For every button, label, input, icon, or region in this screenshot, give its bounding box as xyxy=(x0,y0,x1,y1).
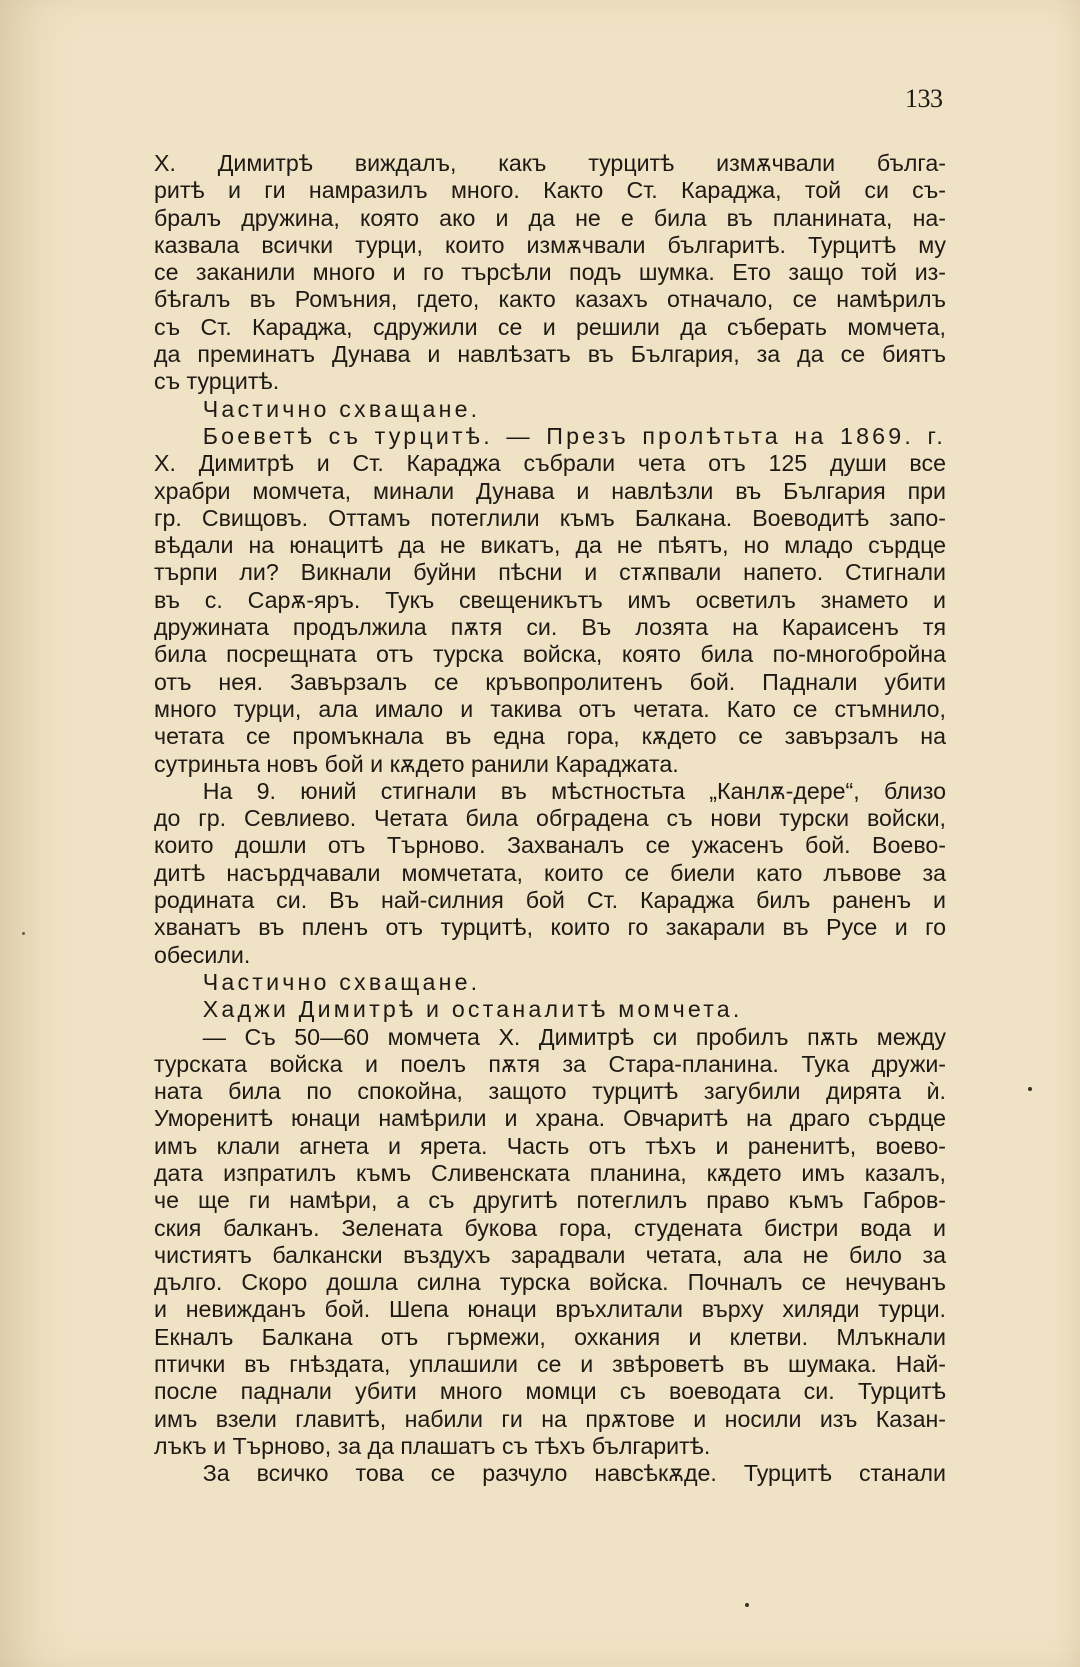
text-line: На 9. юний стигнали въ мѣстностьта „Канлѫ-дере“, близо xyxy=(202,777,946,804)
body-text xyxy=(154,150,946,1488)
text-line: имъ взели главитѣ, набили ги на прѫтове и носили изъ Казан- xyxy=(154,1405,946,1432)
text-line: вѣдали на юнацитѣ да не викатъ, да не пѣятъ, но младо сърдце xyxy=(154,532,946,559)
paper-speck xyxy=(1028,1087,1032,1091)
text-line: лъкъ и Търново, за да плашатъ съ тѣхъ българитѣ. xyxy=(154,1432,711,1459)
text-line: до гр. Севлиево. Четата била обградена съ нови турски войски, xyxy=(154,805,946,832)
text-line: чистиятъ балкански въздухъ зарадвали четата, ала не било за xyxy=(154,1241,946,1268)
text-line: храбри момчета, минали Дунава и навлѣзли въ България при xyxy=(154,477,946,504)
section-heading: Хаджи Димитрѣ и останалитѣ момчета. xyxy=(202,996,743,1023)
text-line: дитѣ насърдчавали момчетата, които се биели като лъвове за xyxy=(154,859,946,886)
text-line: търпи ли? Викнали буйни пѣсни и стѫпвали напето. Стигнали xyxy=(154,559,946,586)
text-line: обесили. xyxy=(154,941,251,968)
text-line: ритѣ и ги намразилъ много. Както Ст. Караджа, той си съ- xyxy=(154,177,946,204)
text-line: ския балканъ. Зелената букова гора, студената бистри вода и xyxy=(154,1214,946,1241)
text-line: За всичко това се разчуло навсѣкѫде. Турцитѣ станали xyxy=(202,1460,946,1487)
text-line: била посрещната отъ турска войска, която била по-многобройна xyxy=(154,641,946,668)
text-line: се заканили много и го търсѣли подъ шумка. Ето защо той из- xyxy=(154,259,946,286)
text-line: ната била по спокойна, защото турцитѣ загубили дирята ѝ. xyxy=(154,1078,946,1105)
section-heading: Частично схващане. xyxy=(202,968,481,995)
text-line: отъ нея. Завързалъ се кръвопролитенъ бой. Паднали убити xyxy=(154,668,946,695)
paper-speck xyxy=(22,932,25,935)
text-line: Х. Димитрѣ виждалъ, какъ турцитѣ измѫчвали бълга- xyxy=(154,150,946,176)
text-line: Екналъ Балкана отъ гърмежи, охкания и клетви. Млъкнали xyxy=(154,1323,946,1350)
text-line: имъ клали агнета и ярета. Часть отъ тѣхъ и раненитѣ, воево- xyxy=(154,1132,946,1159)
text-line: родината си. Въ най-силния бой Ст. Караджа билъ раненъ и xyxy=(154,887,946,914)
text-line: въ с. Сарѫ-яръ. Тукъ свещеникътъ имъ осветилъ знамето и xyxy=(154,586,946,613)
text-line: гр. Свищовъ. Оттамъ потеглили къмъ Балкана. Воеводитѣ запо- xyxy=(154,504,946,531)
text-line: Уморенитѣ юнаци намѣрили и храна. Овчаритѣ на драго сърдце xyxy=(154,1105,946,1132)
text-line: четата се промъкнала въ една гора, кѫдето се завързалъ на xyxy=(154,723,946,750)
section-heading: Частично схващане. xyxy=(202,395,481,422)
text-line: птички въ гнѣздата, уплашили се и звѣроветѣ въ шумака. Най- xyxy=(154,1351,946,1378)
text-line: които дошли отъ Търново. Захваналъ се ужасенъ бой. Воево- xyxy=(154,832,946,859)
text-line: после паднали убити много момци съ воеводата си. Турцитѣ xyxy=(154,1378,946,1405)
text-line: дълго. Скоро дошла силна турска войска. Почналъ се нечуванъ xyxy=(154,1269,946,1296)
text-line: и невижданъ бой. Шепа юнаци връхлитали върху хиляди турци. xyxy=(154,1296,946,1323)
text-line: казвала всички турци, които измѫчвали българитѣ. Турцитѣ му xyxy=(154,231,946,258)
text-line: бѣгалъ въ Ромъния, гдето, както казахъ отначало, се намѣрилъ xyxy=(154,286,946,313)
text-line: дата изпратилъ къмъ Сливенската планина, кѫдето имъ казалъ, xyxy=(154,1159,946,1186)
text-line: Х. Димитрѣ и Ст. Караджа събрали чета отъ 125 души все xyxy=(154,450,946,477)
text-line: — Съ 50—60 момчета Х. Димитрѣ си пробилъ пѫть между xyxy=(202,1023,946,1050)
text-line: дружината продължила пѫтя си. Въ лозята на Караисенъ тя xyxy=(154,614,946,641)
text-line: турската войска и поелъ пѫтя за Стара-планина. Тука дружи- xyxy=(154,1050,946,1077)
text-line: че ще ги намѣри, а съ другитѣ потеглилъ право къмъ Габров- xyxy=(154,1187,946,1214)
text-line: бралъ дружина, която ако и да не е била въ планината, на- xyxy=(154,204,946,231)
text-line: много турци, ала имало и такива отъ четата. Като се стъмнило, xyxy=(154,695,946,722)
text-line: хванатъ въ пленъ отъ турцитѣ, които го закарали въ Русе и го xyxy=(154,914,946,941)
section-heading: Боеветѣ съ турцитѣ. — Презъ пролѣтьта на 1869. г. xyxy=(202,422,946,449)
page-number: 133 xyxy=(905,84,943,113)
paper-speck xyxy=(745,1603,749,1607)
text-line: да преминатъ Дунава и навлѣзатъ въ България, за да се биятъ xyxy=(154,341,946,368)
text-line: съ турцитѣ. xyxy=(154,368,280,395)
text-line: съ Ст. Караджа, сдружили се и решили да съберать момчета, xyxy=(154,313,946,340)
text-line: сутриньта новъ бой и кѫдето ранили Караджата. xyxy=(154,750,679,777)
